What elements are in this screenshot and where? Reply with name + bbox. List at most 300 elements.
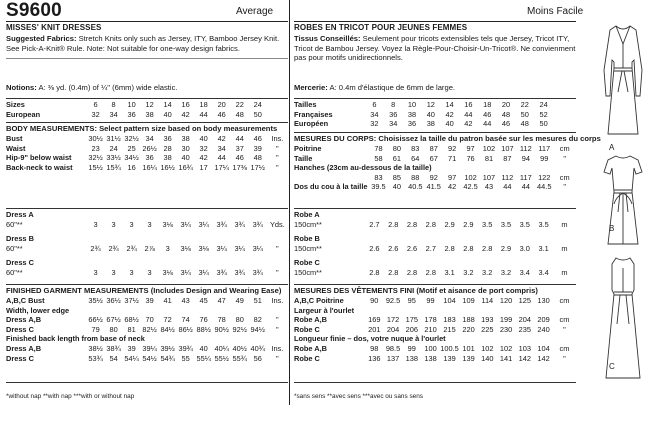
table-cell: 25 — [127, 143, 136, 153]
table-cell: 16¼ — [142, 162, 157, 172]
table-cell: 38 — [181, 134, 190, 143]
table-cell: 53¾ — [88, 353, 103, 363]
table-row — [294, 144, 576, 154]
title-fr: ROBES EN TRICOT POUR JEUNES FEMMES — [294, 23, 468, 32]
table-cell: 99 — [407, 343, 416, 353]
table-cell: Robe C — [294, 353, 320, 363]
divider — [294, 284, 576, 285]
table-cell: 136 — [368, 353, 381, 363]
table-cell: 2.8 — [482, 243, 493, 253]
dress-c-illustration — [606, 258, 640, 378]
table-cell: 74 — [181, 315, 190, 325]
table-row — [294, 220, 576, 230]
table-cell: 3 — [111, 219, 116, 229]
table-cell: 84½ — [160, 324, 175, 334]
table-cell — [553, 119, 576, 129]
table-cell: 3¼ — [234, 243, 245, 253]
table-cell: 3.1 — [538, 243, 549, 253]
finished-measurements-title-en: FINISHED GARMENT MEASUREMENTS (Includes Design and Wearing Ease) — [6, 286, 282, 295]
table-cell: Robe C — [294, 324, 320, 334]
table-cell: 47 — [217, 296, 226, 305]
table-cell: 2.6 — [388, 243, 399, 253]
table-cell: Robe B — [294, 234, 320, 244]
table-cell: 2¾ — [90, 243, 101, 253]
table-cell: 183 — [443, 315, 456, 325]
table-row — [6, 258, 288, 268]
table-cell: 3¾ — [252, 267, 263, 277]
table-cell: 2¾ — [108, 243, 119, 253]
table-row — [6, 334, 288, 344]
table-cell: 137 — [386, 353, 400, 363]
table-cell: " — [276, 143, 279, 153]
table-cell: 225 — [481, 324, 494, 334]
table-cell: 32 — [199, 143, 208, 153]
table-cell: Dress B — [6, 234, 34, 244]
table-row — [294, 110, 576, 120]
table-cell: 20 — [217, 100, 226, 109]
table-cell: 39.5 — [371, 182, 386, 192]
fabrics-fr: Tissus Conseillés: Seulement pour tricots extensibles tels que Jersey, Tricot ITY, Tricot de Bambou Jersey. Voyez la Règle-Pour-Choisir-Un-Tricot®. Ne convienment pas pour motifs unidirectionnels. — [294, 34, 576, 63]
difficulty-level-fr: Moins Facile — [527, 6, 584, 17]
table-cell: 97 — [448, 172, 457, 182]
table-cell: 3¼ — [180, 219, 191, 229]
table-cell: 42 — [199, 153, 208, 163]
table-cell: 30½ — [88, 134, 103, 143]
table-cell: 46 — [483, 109, 492, 119]
table-cell: 2.6 — [406, 243, 418, 253]
table-cell: 80 — [235, 315, 244, 325]
body-measurements-title-fr: MESURES DU CORPS: Choisissez la taille du patron basée sur les mesures du corps — [294, 134, 601, 143]
table-cell: 85 — [392, 172, 401, 182]
table-cell: 14 — [163, 100, 172, 109]
table-cell: 43 — [181, 296, 190, 305]
table-cell: 66½ — [88, 315, 103, 325]
footnote-fr: *sans sens **avec sens ***avec ou sans sens — [294, 393, 423, 400]
table-cell: 6 — [93, 100, 98, 109]
table-cell: m — [561, 219, 568, 229]
table-cell: " — [563, 182, 567, 192]
table-cell: 3 — [147, 267, 152, 277]
table-cell: 88 — [411, 172, 420, 182]
divider — [6, 98, 288, 99]
table-cell: 17½ — [250, 162, 265, 172]
table-cell: 15½ — [88, 162, 103, 172]
notions-en: Notions: A: ⅜ yd. (0.4m) of ¼" (6mm) wide elastic. — [6, 83, 178, 92]
table-cell: 44 — [464, 109, 473, 119]
table-cell: 55 — [181, 353, 190, 363]
table-cell: 99 — [426, 296, 435, 305]
table-cell: A,B,C Poitrine — [294, 296, 344, 305]
body-measurements-title-en: BODY MEASUREMENTS: Select pattern size based on body measurements — [6, 124, 278, 133]
table-cell: 23 — [91, 143, 100, 153]
table-cell: 99 — [540, 153, 549, 163]
table-cell: 51 — [253, 296, 262, 305]
table-cell: 138 — [424, 353, 437, 363]
table-cell: 3.5 — [519, 219, 530, 229]
table-cell: 3¼ — [198, 219, 209, 229]
table-cell: 58 — [374, 153, 383, 163]
table-cell: 94½ — [250, 324, 265, 334]
footnote-en: *without nap **with nap ***with or without nap — [6, 393, 135, 400]
table-cell: Width, lower edge — [6, 305, 70, 315]
table-cell: 34 — [109, 109, 118, 119]
table-cell: 175 — [405, 315, 418, 325]
table-cell: m — [561, 267, 568, 277]
table-cell: 17 — [199, 162, 208, 172]
table-cell: 32 — [370, 119, 379, 129]
pattern-code: S9600 — [6, 0, 62, 21]
table-cell: Ins. — [271, 134, 284, 143]
table-cell: 61 — [392, 153, 401, 163]
table-cell: 16 — [181, 100, 190, 109]
table-cell: " — [563, 353, 566, 363]
difficulty-level-en: Average — [236, 6, 274, 17]
table-cell: 230 — [499, 324, 513, 334]
table-row — [6, 354, 288, 364]
table-cell: 2¾ — [126, 243, 137, 253]
table-cell: 107 — [501, 144, 514, 153]
table-row — [294, 119, 576, 129]
table-cell: 48 — [520, 119, 529, 129]
divider — [294, 132, 576, 133]
table-cell: 10 — [407, 100, 417, 109]
table-cell: 83 — [374, 172, 383, 182]
table-cell — [267, 100, 288, 110]
divider — [294, 208, 576, 209]
table-cell: 52 — [539, 109, 548, 119]
table-cell: 117 — [538, 144, 551, 153]
table-cell: 206 — [405, 324, 418, 334]
table-row — [294, 325, 576, 335]
divider — [6, 284, 288, 285]
table-cell: 104 — [537, 343, 550, 353]
table-cell: 70 — [145, 315, 154, 325]
table-cell: Yds. — [269, 219, 285, 229]
table-cell: 3 — [93, 219, 98, 229]
table-cell: 104 — [443, 296, 456, 305]
table-cell: 18 — [199, 100, 208, 109]
table-cell: Bust — [6, 134, 23, 143]
finished-measurements-table-fr — [294, 296, 576, 363]
table-cell: 44 — [217, 153, 226, 163]
table-cell: 17⅜ — [232, 162, 247, 172]
table-cell: 60"** — [6, 243, 23, 253]
table-cell: 48 — [253, 153, 262, 163]
table-cell: 64 — [411, 153, 420, 163]
table-cell: 26½ — [142, 143, 157, 153]
fabrics-en: Suggested Fabrics: Stretch Knits only such as Jersey, ITY, Bamboo Jersey Knit. See Pick-A-Knit® Rule. Note: Not suitable for one-way design fabrics. — [6, 34, 280, 53]
table-row — [294, 100, 576, 110]
table-row — [6, 344, 288, 354]
table-cell: 20 — [501, 100, 511, 109]
table-cell: 39 — [127, 343, 136, 353]
table-cell: 40 — [426, 109, 435, 119]
table-cell: 40 — [163, 109, 172, 119]
table-cell: 139 — [462, 353, 475, 363]
table-cell: 3¼ — [198, 267, 209, 277]
table-cell: 46 — [253, 134, 262, 143]
table-cell: 98.5 — [385, 343, 401, 353]
table-cell: Françaises — [294, 109, 333, 119]
table-cell: m — [561, 243, 568, 253]
table-cell: 2.8 — [406, 219, 418, 229]
table-cell: Robe A,B — [294, 343, 327, 353]
table-cell: 3.5 — [482, 219, 493, 229]
table-row — [294, 334, 576, 344]
divider — [294, 98, 576, 99]
table-cell: 2.9 — [463, 219, 474, 229]
table-cell: 10 — [127, 100, 136, 109]
table-cell: 71 — [448, 153, 457, 163]
table-cell: 3.2 — [482, 267, 493, 277]
divider — [6, 58, 288, 59]
table-cell: 90½ — [214, 324, 229, 334]
table-cell: 32½ — [124, 134, 139, 143]
table-cell: 150cm** — [294, 219, 322, 229]
table-cell: 42 — [464, 119, 473, 129]
table-cell: 81 — [484, 153, 494, 163]
table-cell: 40 — [199, 343, 208, 353]
table-cell: 3 — [129, 219, 134, 229]
table-cell: 88½ — [196, 324, 211, 334]
table-cell: 112 — [519, 144, 532, 153]
table-cell: 102 — [499, 343, 513, 353]
table-cell: 46 — [235, 153, 244, 163]
table-cell: 100 — [424, 343, 437, 353]
table-cell: 3¾ — [234, 267, 245, 277]
table-cell: 2.8 — [369, 267, 380, 277]
table-cell: 3.0 — [519, 243, 530, 253]
table-cell: 48 — [501, 109, 511, 119]
table-cell: 82 — [253, 315, 262, 325]
table-cell: 3⅛ — [162, 267, 173, 277]
table-cell — [553, 100, 576, 110]
table-cell: 32½ — [88, 153, 103, 163]
table-row — [6, 325, 288, 335]
table-cell: 3⅛ — [198, 243, 209, 253]
table-cell: 40 — [445, 119, 454, 129]
table-cell: 33½ — [106, 153, 121, 163]
table-cell: 240 — [537, 324, 550, 334]
table-cell: 39 — [253, 143, 262, 153]
table-cell: 40 — [392, 182, 401, 192]
table-cell: Back-neck to waist — [6, 162, 73, 172]
table-cell: 3.2 — [500, 267, 512, 277]
table-cell: 39½ — [160, 343, 175, 353]
table-cell: 3¼ — [252, 243, 263, 253]
table-cell: 107 — [482, 172, 496, 182]
table-cell — [553, 110, 576, 120]
table-cell: 81 — [127, 324, 136, 334]
table-cell: 215 — [443, 324, 456, 334]
table-cell: Ins. — [271, 343, 284, 353]
body-measurements-table-en — [6, 134, 288, 172]
table-cell: 204 — [386, 324, 400, 334]
table-cell: 49 — [235, 296, 244, 305]
table-row — [6, 234, 288, 244]
table-cell: 34 — [389, 119, 398, 129]
table-cell: 39¼ — [142, 343, 157, 353]
table-cell: 31½ — [106, 134, 121, 143]
table-cell: 87 — [503, 153, 512, 163]
table-cell: 90 — [370, 296, 379, 305]
table-cell: 60"** — [6, 267, 23, 277]
table-cell: 42 — [181, 109, 190, 119]
table-row — [6, 268, 288, 278]
table-cell: 204 — [518, 315, 531, 325]
table-row — [294, 354, 576, 364]
header-rule-left — [6, 21, 288, 22]
table-row — [6, 110, 288, 120]
table-cell: 39¾ — [178, 343, 193, 353]
table-cell: 36 — [389, 109, 398, 119]
table-cell: " — [276, 267, 279, 277]
body-measurements-table-fr — [294, 144, 576, 192]
table-row — [6, 244, 288, 254]
table-cell: 78 — [374, 144, 383, 153]
table-cell: 55¼ — [196, 353, 211, 363]
table-cell: " — [563, 324, 566, 334]
yardage-table-en — [6, 210, 288, 283]
table-cell: 3¾ — [216, 267, 227, 277]
table-cell: 109 — [462, 296, 475, 305]
table-cell: Dress C — [6, 324, 34, 334]
table-cell: 2.6 — [369, 243, 380, 253]
table-cell: 41.5 — [426, 182, 441, 192]
table-cell: 141 — [499, 353, 513, 363]
table-cell: 44 — [503, 182, 512, 192]
table-cell: 38 — [163, 153, 172, 163]
table-cell: 78 — [217, 315, 226, 325]
table-cell: 102 — [481, 343, 494, 353]
table-cell: 98 — [370, 343, 379, 353]
table-cell: 130 — [537, 296, 550, 305]
table-cell: Dress C — [6, 258, 34, 268]
table-cell: 40 — [181, 153, 190, 163]
table-cell: Poitrine — [294, 144, 322, 153]
table-cell: 67½ — [106, 315, 121, 325]
table-cell: 2.7 — [369, 219, 380, 229]
table-cell: 97 — [466, 144, 475, 153]
table-cell: 18 — [483, 100, 492, 109]
table-cell: 235 — [518, 324, 531, 334]
table-cell: 36 — [145, 153, 154, 163]
table-cell: " — [563, 153, 567, 163]
sizes-table-fr — [294, 100, 576, 129]
table-row — [294, 306, 576, 316]
column-divider — [289, 0, 290, 405]
table-row — [294, 296, 576, 306]
table-cell: 50 — [539, 119, 548, 129]
table-cell: 2.8 — [388, 267, 399, 277]
table-cell: 92 — [429, 172, 438, 182]
table-cell: 36 — [407, 119, 417, 129]
table-cell: 16 — [127, 162, 136, 172]
table-cell: 3 — [93, 267, 98, 277]
table-cell: 8 — [391, 100, 396, 109]
table-cell: Longueur finie – dos, votre nuque à l'ourlet — [294, 334, 446, 344]
table-cell: 36½ — [106, 296, 121, 305]
table-cell: 35½ — [88, 296, 103, 305]
table-row — [6, 210, 288, 220]
table-cell: cm — [559, 315, 570, 325]
table-cell: 34½ — [124, 153, 139, 163]
table-cell: 32 — [91, 109, 100, 119]
table-cell: Hanches (23cm au-dessous de la taille) — [294, 163, 432, 173]
table-cell: 40½ — [232, 343, 247, 353]
table-row — [294, 163, 576, 173]
table-cell: " — [276, 353, 279, 363]
table-cell: 139 — [443, 353, 456, 363]
table-cell: 46 — [501, 119, 511, 129]
table-row — [6, 306, 288, 316]
table-cell: 24 — [539, 100, 548, 109]
table-cell: 3¼ — [216, 243, 227, 253]
table-cell: 42 — [217, 134, 226, 143]
table-cell: 46 — [217, 109, 226, 119]
table-row — [294, 344, 576, 354]
table-cell: 3⅛ — [162, 219, 173, 229]
table-cell: 209 — [537, 315, 550, 325]
table-row — [294, 315, 576, 325]
table-cell: 3¾ — [234, 219, 245, 229]
notions-fr: Mercerie: A: 0.4m d'élastique de 6mm de large. — [294, 83, 456, 92]
table-cell: 140 — [481, 353, 494, 363]
table-cell: Robe A,B — [294, 315, 327, 325]
table-cell: 150cm** — [294, 243, 322, 253]
table-cell: 37½ — [124, 296, 139, 305]
figure-label-a: A — [609, 143, 615, 152]
table-cell: 44 — [199, 109, 208, 119]
table-cell: 82½ — [142, 324, 157, 334]
table-cell: 24 — [253, 100, 262, 109]
table-cell: 117 — [519, 172, 532, 182]
table-row — [294, 244, 576, 254]
table-row — [294, 234, 576, 244]
table-cell: 8 — [111, 100, 116, 109]
table-cell: 172 — [386, 315, 400, 325]
table-cell: 45 — [199, 296, 208, 305]
table-cell: 3¾ — [216, 219, 227, 229]
table-cell: 114 — [481, 296, 494, 305]
table-row — [6, 153, 288, 163]
table-cell: Finished back length from base of neck — [6, 334, 145, 344]
table-cell: 22 — [520, 100, 529, 109]
dress-illustrations — [584, 22, 662, 402]
table-cell: 2.8 — [444, 243, 455, 253]
table-cell: 80 — [109, 324, 118, 334]
table-cell: 54¾ — [160, 353, 175, 363]
table-cell: 37 — [235, 143, 244, 153]
table-cell — [267, 110, 288, 120]
table-cell: 38¾ — [106, 343, 121, 353]
table-cell: 178 — [424, 315, 437, 325]
table-cell: Dress C — [6, 353, 34, 363]
table-cell: 83 — [411, 144, 420, 153]
table-cell: cm — [559, 172, 570, 182]
table-cell: 125 — [518, 296, 531, 305]
table-cell: 76 — [199, 315, 208, 325]
table-cell: 3¾ — [252, 219, 263, 229]
dress-a-illustration — [604, 26, 642, 134]
sizes-table-en — [6, 100, 288, 119]
table-cell: 50 — [520, 109, 529, 119]
table-cell: 39 — [145, 296, 154, 305]
table-cell: 42 — [445, 109, 454, 119]
table-row — [6, 134, 288, 144]
table-cell: A,B,C Bust — [6, 296, 45, 305]
table-cell: 201 — [368, 324, 381, 334]
